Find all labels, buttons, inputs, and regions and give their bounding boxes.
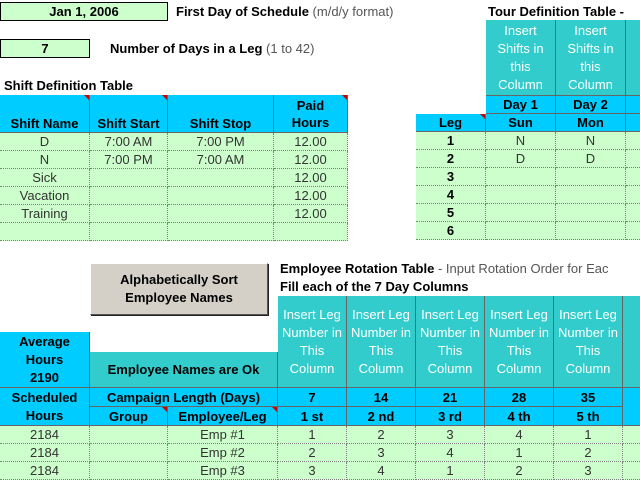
tour-shift-cell[interactable]: N [556, 132, 626, 150]
rotation-title: Employee Rotation Table - Input Rotation Order for Eac [280, 261, 609, 276]
shift-cell[interactable]: Sick [0, 169, 90, 187]
tour-shift-cell[interactable] [626, 186, 640, 204]
shift-cell[interactable]: 12.00 [274, 205, 348, 223]
leg-assignment[interactable]: 4 [485, 426, 554, 444]
group-header: Group [90, 407, 168, 426]
employee-name[interactable]: Emp #3 [168, 462, 278, 480]
leg-header: Leg [416, 114, 486, 132]
leg-assignment[interactable]: 3 [554, 462, 623, 480]
leg-assignment[interactable]: 2 [278, 444, 347, 462]
scheduled-hours-header: Scheduled Hours [0, 388, 90, 426]
shift-cell[interactable] [90, 205, 168, 223]
leg-ordinal: 1 st [278, 407, 347, 426]
shift-cell[interactable]: 7:00 PM [168, 133, 274, 151]
campaign-length-value: 14 [347, 388, 416, 407]
rotation-instruction: Insert Leg Number in This Column [347, 296, 416, 388]
leg-assignment[interactable] [623, 426, 640, 444]
campaign-length-value: 35 [554, 388, 623, 407]
day1-name: Sun [486, 114, 556, 132]
rotation-instruction: Insert Leg Number in This Column [278, 296, 347, 388]
leg-assignment[interactable]: 1 [554, 426, 623, 444]
tour-shift-cell[interactable] [556, 186, 626, 204]
shift-start-header: Shift Start [90, 95, 168, 133]
leg-number: 6 [416, 222, 486, 240]
rotation-table [0, 296, 640, 480]
leg-assignment[interactable]: 3 [278, 462, 347, 480]
leg-ordinal: 2 nd [347, 407, 416, 426]
tour-shift-cell[interactable] [626, 150, 640, 168]
shift-cell[interactable]: 7:00 AM [168, 151, 274, 169]
scheduled-hours-value: 2184 [0, 426, 90, 444]
shift-cell[interactable] [274, 223, 348, 241]
tour-table [416, 20, 640, 242]
leg-ordinal: 5 th [554, 407, 623, 426]
tour-shift-cell[interactable] [556, 222, 626, 240]
shift-cell[interactable] [90, 187, 168, 205]
tour-shift-cell[interactable]: D [556, 150, 626, 168]
leg-assignment[interactable]: 3 [347, 444, 416, 462]
employee-name[interactable]: Emp #2 [168, 444, 278, 462]
shift-table [0, 95, 350, 242]
day3-label [626, 96, 640, 114]
shift-cell[interactable]: 12.00 [274, 169, 348, 187]
tour-instruction-day1: Insert Shifts in this Column [486, 20, 556, 96]
rotation-instruction: Insert Leg Number in This Column [485, 296, 554, 388]
leg-ordinal: 4 th [485, 407, 554, 426]
leg-ordinal: 3 rd [416, 407, 485, 426]
rotation-instruction [623, 296, 640, 388]
shift-cell[interactable]: 7:00 AM [90, 133, 168, 151]
tour-shift-cell[interactable] [626, 168, 640, 186]
campaign-length-value [623, 388, 640, 426]
day1-label: Day 1 [486, 96, 556, 114]
leg-days-input[interactable]: 7 [0, 39, 90, 58]
campaign-length-value: 7 [278, 388, 347, 407]
leg-days-label: Number of Days in a Leg (1 to 42) [110, 41, 315, 56]
tour-shift-cell[interactable] [626, 222, 640, 240]
paid-hours-header: Paid Hours [274, 95, 348, 133]
leg-assignment[interactable]: 1 [278, 426, 347, 444]
shift-cell[interactable]: Vacation [0, 187, 90, 205]
scheduled-hours-value: 2184 [0, 462, 90, 480]
shift-cell[interactable]: 7:00 PM [90, 151, 168, 169]
shift-cell[interactable]: 12.00 [274, 187, 348, 205]
shift-cell[interactable]: Training [0, 205, 90, 223]
leg-number: 5 [416, 204, 486, 222]
tour-shift-cell[interactable] [556, 168, 626, 186]
sort-employees-button[interactable]: Alphabetically Sort Employee Names [90, 263, 268, 315]
shift-name-header: Shift Name [0, 95, 90, 133]
start-date-input[interactable]: Jan 1, 2006 [0, 2, 168, 21]
shift-cell[interactable] [90, 169, 168, 187]
tour-shift-cell[interactable] [486, 168, 556, 186]
tour-table-title: Tour Definition Table - [488, 4, 625, 19]
tour-shift-cell[interactable] [626, 204, 640, 222]
day3-name [626, 114, 640, 132]
shift-stop-header: Shift Stop [168, 95, 274, 133]
leg-assignment[interactable]: 4 [347, 462, 416, 480]
group-cell[interactable] [90, 462, 168, 480]
employee-leg-header: Employee/Leg [168, 407, 278, 426]
rotation-instruction: Insert Leg Number in This Column [416, 296, 485, 388]
leg-assignment[interactable]: 3 [416, 426, 485, 444]
shift-cell[interactable] [0, 223, 90, 241]
leg-number: 1 [416, 132, 486, 150]
shift-cell[interactable]: D [0, 133, 90, 151]
leg-number: 2 [416, 150, 486, 168]
tour-shift-cell[interactable] [626, 132, 640, 150]
average-hours: Average Hours 2190 [0, 332, 90, 388]
tour-instruction-day3 [626, 20, 640, 96]
tour-instruction-day2: Insert Shifts in this Column [556, 20, 626, 96]
day2-label: Day 2 [556, 96, 626, 114]
leg-assignment[interactable]: 1 [485, 444, 554, 462]
leg-assignment[interactable]: 4 [416, 444, 485, 462]
leg-assignment[interactable]: 2 [554, 444, 623, 462]
shift-table-title: Shift Definition Table [4, 78, 134, 93]
leg-assignment[interactable] [623, 444, 640, 462]
tour-shift-cell[interactable] [486, 204, 556, 222]
leg-number: 4 [416, 186, 486, 204]
start-date-label: First Day of Schedule (m/d/y format) [176, 4, 394, 19]
tour-shift-cell[interactable] [486, 222, 556, 240]
leg-assignment[interactable]: 1 [416, 462, 485, 480]
group-cell[interactable] [90, 426, 168, 444]
leg-number: 3 [416, 168, 486, 186]
leg-assignment[interactable] [623, 462, 640, 480]
leg-assignment[interactable]: 2 [347, 426, 416, 444]
shift-cell[interactable]: 12.00 [274, 133, 348, 151]
rotation-instruction: Insert Leg Number in This Column [554, 296, 623, 388]
tour-shift-cell[interactable]: D [486, 150, 556, 168]
leg-assignment[interactable]: 2 [485, 462, 554, 480]
shift-cell[interactable] [168, 205, 274, 223]
shift-cell[interactable] [168, 223, 274, 241]
shift-cell[interactable]: 12.00 [274, 151, 348, 169]
shift-cell[interactable] [168, 187, 274, 205]
tour-shift-cell[interactable]: N [486, 132, 556, 150]
campaign-length-label: Campaign Length (Days) [90, 388, 278, 407]
campaign-length-value: 28 [485, 388, 554, 407]
group-cell[interactable] [90, 444, 168, 462]
tour-shift-cell[interactable] [486, 186, 556, 204]
shift-cell[interactable] [168, 169, 274, 187]
names-status: Employee Names are Ok [90, 352, 278, 388]
shift-cell[interactable] [90, 223, 168, 241]
tour-shift-cell[interactable] [556, 204, 626, 222]
shift-cell[interactable]: N [0, 151, 90, 169]
employee-name[interactable]: Emp #1 [168, 426, 278, 444]
day2-name: Mon [556, 114, 626, 132]
rotation-subtitle: Fill each of the 7 Day Columns [280, 279, 469, 294]
scheduled-hours-value: 2184 [0, 444, 90, 462]
campaign-length-value: 21 [416, 388, 485, 407]
